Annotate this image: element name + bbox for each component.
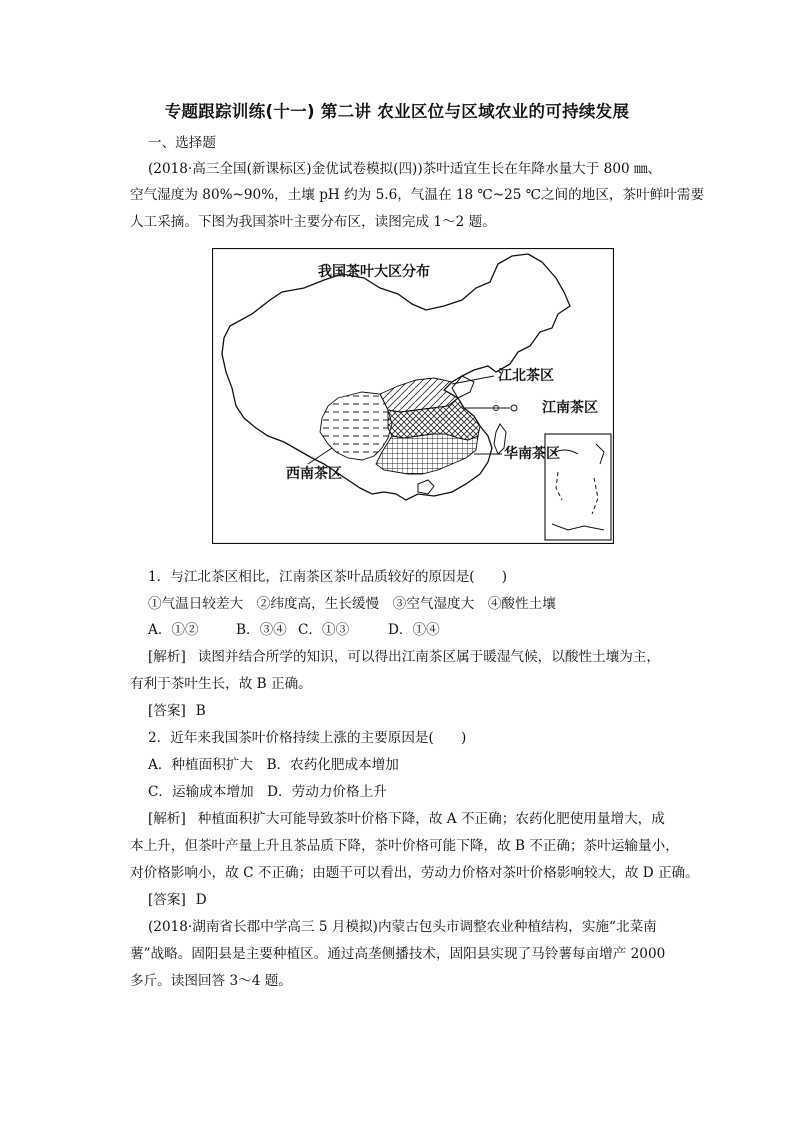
q2-answer-value: D <box>195 892 207 908</box>
q2-options-line2: C．运输成本增加 D．劳动力价格上升 <box>148 784 387 800</box>
q1-items: ①气温日较差大 ②纬度高，生长缓慢 ③空气湿度大 ④酸性土壤 <box>148 596 556 612</box>
label-xinan: 西南茶区 <box>286 466 342 482</box>
q1-option-d: D．①④ <box>388 622 440 638</box>
map-title: 我国茶叶大区分布 <box>318 264 430 280</box>
q2-analysis-text: 种植面积扩大可能导致茶叶价格下降，故 A 不正确；农药化肥使用量增大，成 <box>197 811 665 827</box>
q1-options <box>148 621 440 639</box>
label-jiangnan: 江南茶区 <box>542 400 598 416</box>
intro2-line1: (2018·湖南省长郡中学高三 5 月模拟)内蒙古包头市调整农业种植结构，实施“北菜南 <box>148 919 657 935</box>
q1-option-a: A．①② <box>148 622 199 638</box>
q1-analysis-text: 读图并结合所学的知识，可以得出江南茶区属于暖湿气候，以酸性土壤为主， <box>197 649 660 665</box>
tea-region-map <box>212 248 614 544</box>
page-title: 专题跟踪训练(十一) 第二讲 农业区位与区域农业的可持续发展 <box>164 102 630 121</box>
label-huanan: 华南茶区 <box>504 446 560 462</box>
q1-answer-label: [答案] <box>148 703 186 719</box>
intro2-line3: 多斤。读图回答 3～4 题。 <box>130 973 292 989</box>
section-heading: 一、选择题 <box>148 135 216 151</box>
q2-analysis-line3: 对价格影响小，故 C 不正确；由题干可以看出，劳动力价格对茶叶价格影响较大，故 D 正确。 <box>130 865 699 881</box>
q1-option-c: C．①③ <box>298 622 350 638</box>
q1-answer-value: B <box>195 703 206 719</box>
q1-option-b: B．③④ <box>236 622 287 638</box>
intro2-line2: 薯”战略。固阳县是主要种植区。通过高垄侧播技术，固阳县实现了马铃薯每亩增产 2000 <box>130 946 666 962</box>
intro1-line1: (2018·高三全国(新课标区)金优试卷模拟(四))茶叶适宜生长在年降水量大于 800 ㎜、 <box>148 161 662 177</box>
q1-analysis-line1 <box>148 648 660 666</box>
intro1-line3: 人工采摘。下图为我国茶叶主要分布区，读图完成 1～2 题。 <box>130 214 496 230</box>
q2-answer-label: [答案] <box>148 892 186 908</box>
q2-answer <box>148 891 207 909</box>
q2-analysis-label: [解析] <box>148 811 186 827</box>
q2-analysis-line2: 本上升，但茶叶产量上升且茶品质下降，茶叶价格可能下降，故 B 不正确；茶叶运输量小， <box>130 838 679 854</box>
q2-stem: 2．近年来我国茶叶价格持续上涨的主要原因是( ) <box>148 730 467 746</box>
q2-options-line1: A．种植面积扩大 B．农药化肥成本增加 <box>148 757 399 773</box>
label-jiangbei: 江北茶区 <box>498 368 554 384</box>
q1-analysis-label: [解析] <box>148 649 186 665</box>
q1-answer <box>148 702 206 720</box>
intro1-line2: 空气湿度为 80%~90%，土壤 pH 约为 5.6，气温在 18 ℃~25 ℃之间的地区，茶叶鲜叶需要 <box>130 187 705 203</box>
q2-analysis-line1 <box>148 810 665 828</box>
q1-analysis-line2: 有利于茶叶生长，故 B 正确。 <box>130 676 312 692</box>
q1-stem: 1．与江北茶区相比，江南茶区茶叶品质较好的原因是( ) <box>148 569 508 585</box>
